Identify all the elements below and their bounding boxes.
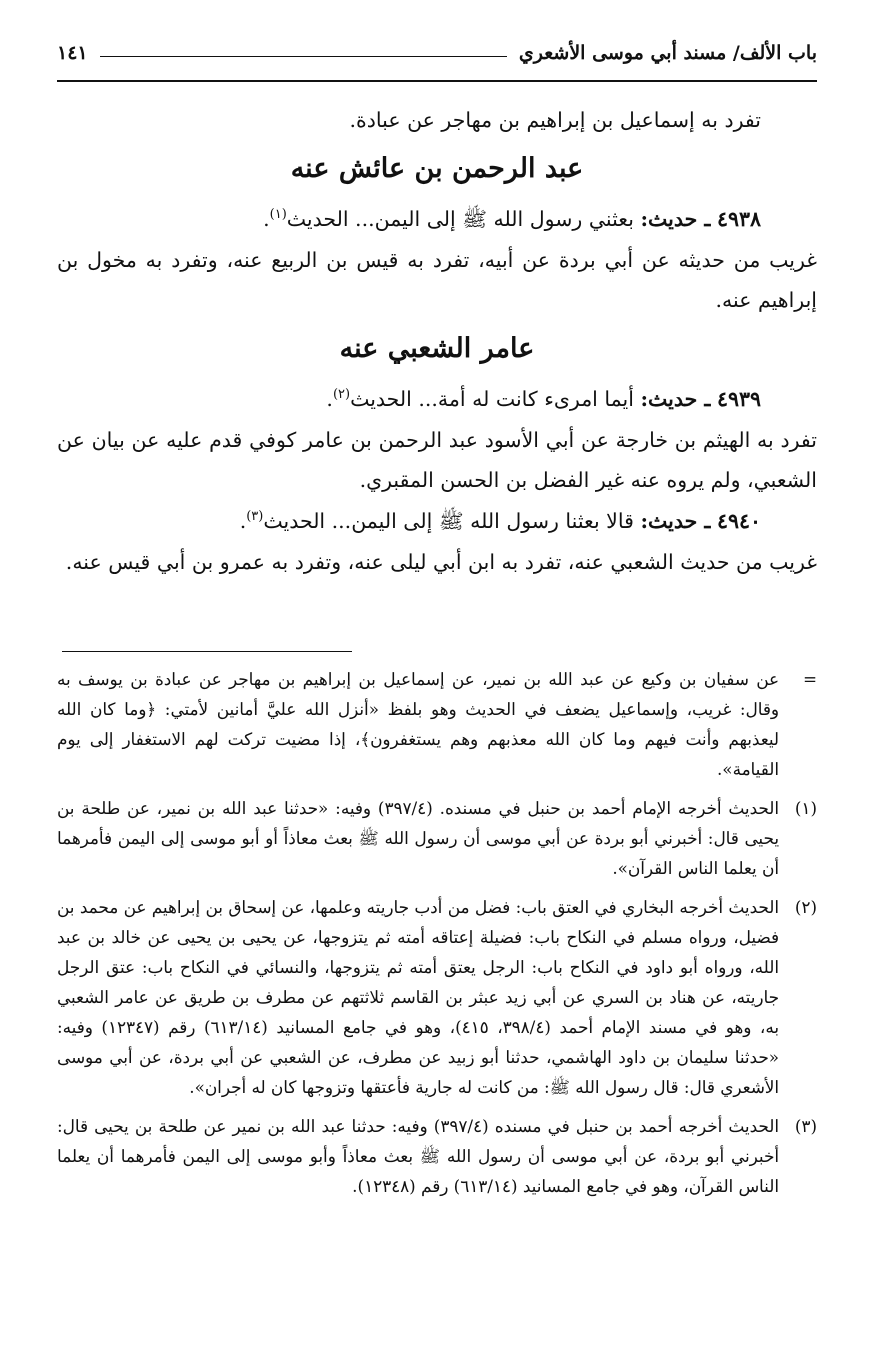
header-rule <box>57 80 817 82</box>
footnote-text: الحديث أخرجه الإمام أحمد بن حنبل في مسنده. (٣٩٧/٤) وفيه: «حدثنا عبد الله بن نمير، عن طلحة بن يحيى قال: أخبرني أبو بردة عن أبي موسى أن رسول الله ﷺ بعث معاذاً أو أبو موسى إلى اليمن فأمرهما أن يعلما الناس القرآن». <box>57 798 779 878</box>
hadith-entry-4939: ٤٩٣٩ ـ حديث: أيما امرىء كانت له أمة... الحديث$^{(٢)}$. <box>326 387 761 411</box>
footnotes <box>57 664 817 1210</box>
main-text <box>57 100 817 582</box>
running-header <box>57 42 817 64</box>
continuation-line: تفرد به إسماعيل بن إبراهيم بن مهاجر عن عبادة. <box>349 108 761 132</box>
footnote <box>57 1111 817 1201</box>
footnote-ref: (٣) <box>246 509 264 525</box>
footnote-ref: (١) <box>269 207 287 223</box>
entry-number: ٤٩٣٩ <box>716 387 761 411</box>
running-title: باب الألف/ مسند أبي موسى الأشعري <box>518 42 817 64</box>
header-dash-line <box>100 56 507 57</box>
commentary-paragraph: غريب من حديث الشعبي عنه، تفرد به ابن أبي ليلى عنه، وتفرد به عمرو بن أبي قيس عنه. <box>65 550 817 574</box>
section-heading: عبد الرحمن بن عائش عنه <box>290 153 584 184</box>
hadith-entry-4940: ٤٩٤٠ ـ حديث: قالا بعثنا رسول الله ﷺ إلى اليمن... الحديث$^{(٣)}$. <box>239 509 761 533</box>
footnote-marker: (٢) <box>794 897 817 917</box>
footnote-ref: (٢) <box>332 387 351 403</box>
entry-label: ـ حديث: <box>640 509 711 533</box>
entry-number: ٤٩٣٨ <box>716 207 761 231</box>
commentary-paragraph: غريب من حديثه عن أبي بردة عن أبيه، تفرد به قيس بن الربيع عنه، وتفرد به مخول بن إبراهيم عنه. <box>57 248 817 312</box>
hadith-entry-4938: ٤٩٣٨ ـ حديث: بعثني رسول الله ﷺ إلى اليمن... الحديث$^{(١)}$. <box>263 207 761 231</box>
footnote <box>57 892 817 1102</box>
footnote-text: الحديث أخرجه البخاري في العتق باب: فضل من أدب جاريته وعلمها، عن إسحاق بن إبراهيم عن محمد بن فضيل، ورواه مسلم في النكاح باب: فضيلة إعتاقه أمته ثم يتزوجها، عن يحيى بن يحيى عن خالد بن عبد الله، ورواه أبو داود في النكاح باب: الرجل يعتق أمته ثم يتزوجها، والنسائي في النكاح باب: عتق الرجل جاريته، عن هناد بن السري عن أبي زيد عبثر بن القاسم ثلاثتهم عن مطرف بن طريق عن عامر الشعبي به، وهو في مسند الإمام أحمد (٣٩٨/٤، ٤١٥)، وهو في جامع المسانيد (٦١٣/١٤) رقم (١٢٣٤٧) وفيه: «حدثنا سليمان بن داود الهاشمي، حدثنا أبو زبيد عن مطرف، عن الشعبي عن أبي بردة، عن أبي موسى الأشعري قال: قال رسول الله ﷺ: من كانت له جارية فأعتقها وتزوجها كان له أجران». <box>57 897 779 1097</box>
footnote-text: الحديث أخرجه أحمد بن حنبل في مسنده (٣٩٧/٤) وفيه: حدثنا عبد الله بن نمير عن طلحة بن يحيى قال: أخبرني أبو بردة، عن أبي موسى أن رسول الله ﷺ بعث معاذاً وأبو موسى إلى اليمن فأمرهما أن يعلما الناس القرآن، وهو في جامع المسانيد (٦١٣/١٤) رقم (١٢٣٤٨). <box>57 1116 779 1196</box>
section-heading: عامر الشعبي عنه <box>339 333 535 364</box>
footnote-marker: (٣) <box>794 1116 817 1136</box>
entry-text: بعثني رسول الله ﷺ إلى اليمن... الحديث <box>286 207 634 231</box>
page-number: ١٤١ <box>57 42 88 64</box>
entry-label: ـ حديث: <box>640 207 711 231</box>
entry-label: ـ حديث: <box>640 387 711 411</box>
footnote-text: عن سفيان بن وكيع عن عبد الله بن نمير، عن إسماعيل بن إبراهيم بن مهاجر عن عبادة بن يوسف به وقال: غريب، وإسماعيل يضعف في الحديث وهو بلفظ «أنزل الله عليَّ أمانين لأمتي: ﴿وما كان الله ليعذبهم وأنت فيهم وما كان الله معذبهم وهم يستغفرون﴾، إذا مضيت تركت لهم الاستغفار إلى يوم القيامة». <box>57 669 779 779</box>
footnote-marker: (١) <box>794 798 817 818</box>
entry-text: قالا بعثنا رسول الله ﷺ إلى اليمن... الحديث <box>263 509 634 533</box>
commentary-paragraph: تفرد به الهيثم بن خارجة عن أبي الأسود عبد الرحمن بن عامر كوفي قدم عليه عن بيان عن الشعبي، ولم يروه عنه غير الفضل بن الحسن المقبري. <box>57 428 817 492</box>
footnote <box>57 664 817 784</box>
footnote-separator <box>62 651 352 652</box>
entry-number: ٤٩٤٠ <box>716 509 761 533</box>
entry-text: أيما امرىء كانت له أمة... الحديث <box>350 387 634 411</box>
footnote-marker: = <box>802 669 817 689</box>
footnote <box>57 793 817 883</box>
